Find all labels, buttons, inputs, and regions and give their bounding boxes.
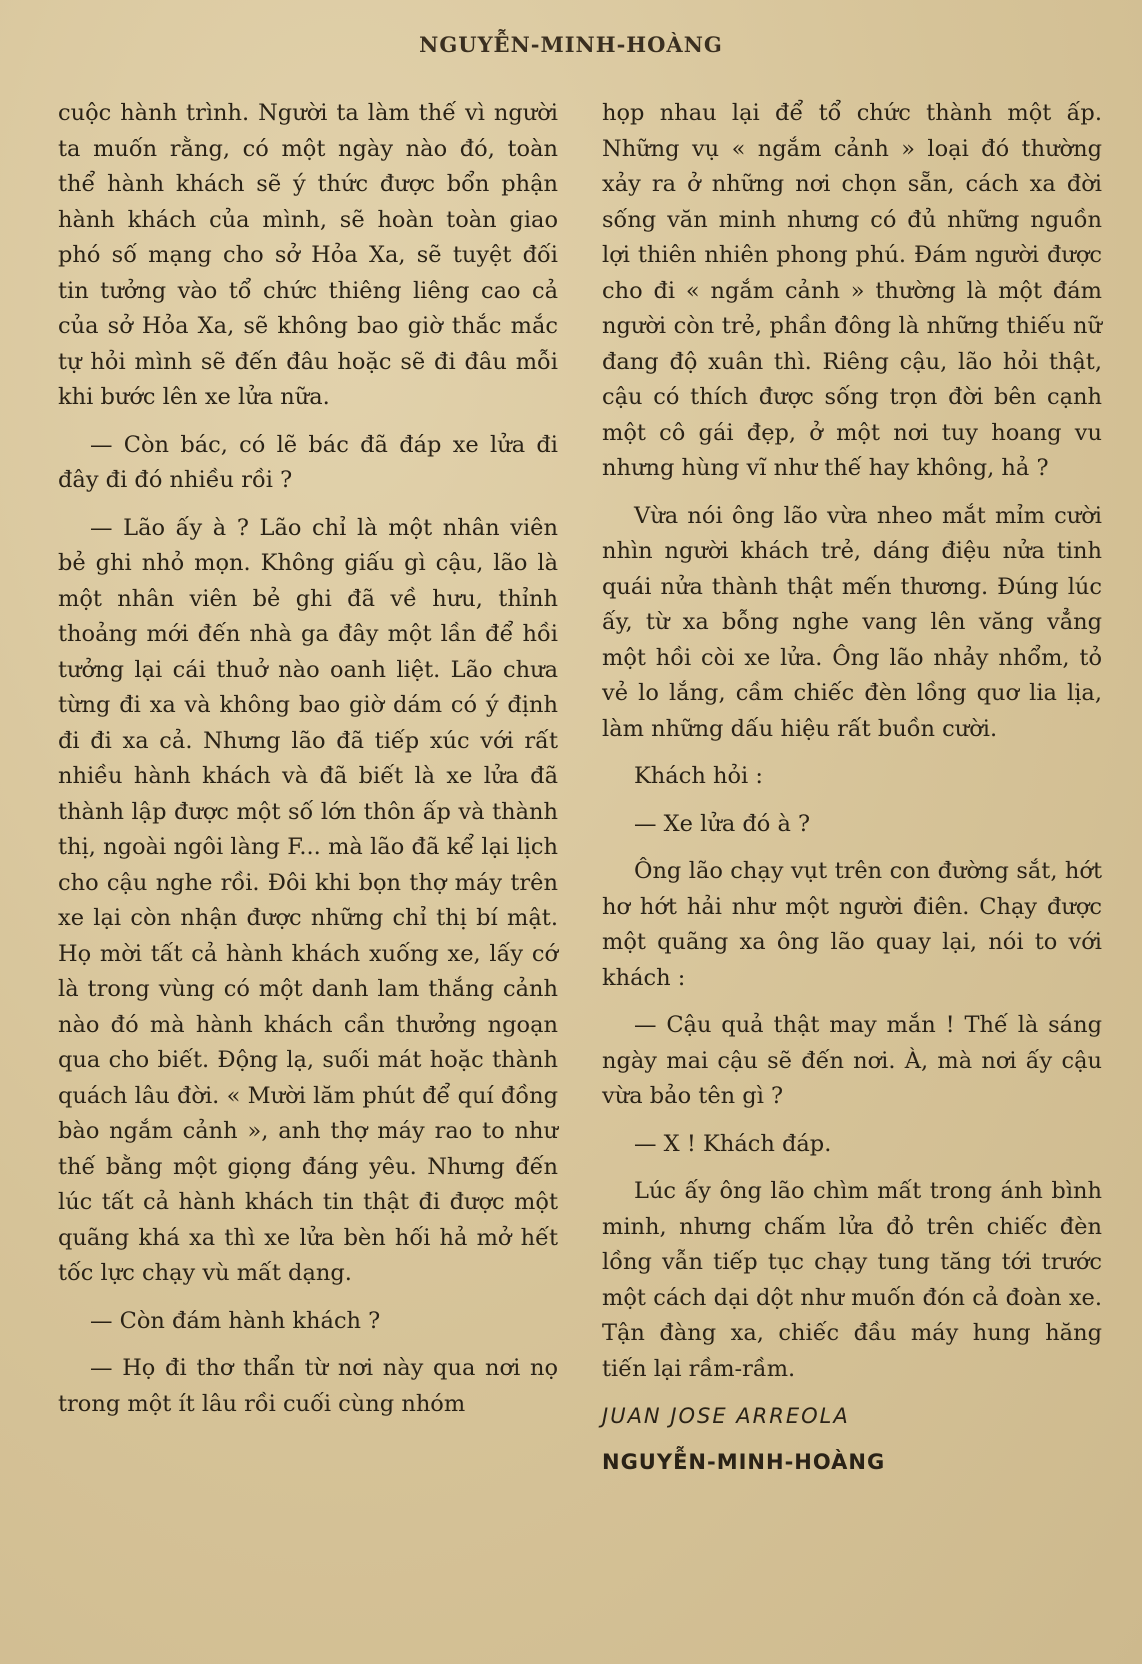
left-column [58,96,558,1434]
running-title: NGUYỄN-MINH-HOÀNG [419,32,723,57]
translator-credit: NGUYỄN-MINH-HOÀNG [602,1450,886,1474]
paragraph: Lúc ấy ông lão chìm mất trong ánh bình minh, nhưng chấm lửa đỏ trên chiếc đèn lồng vẫn tiếp tục chạy tung tăng tới trước một cách dại dột như muốn đón cả đoàn xe. Tận đàng xa, chiếc đầu máy hung hăng tiến lại rầm-rầm. [602,1178,1102,1382]
paragraph: — Xe lửa đó à ? [634,810,811,837]
paragraph: Ông lão chạy vụt trên con đường sắt, hớt hơ hớt hải như một người điên. Chạy được một quãng xa ông lão quay lại, nói to với khách : [602,858,1102,991]
right-column [602,96,1102,1491]
paragraph: họp nhau lại để tổ chức thành một ấp. Những vụ « ngắm cảnh » loại đó thường xảy ra ở những nơi chọn sẵn, cách xa đời sống văn minh nhưng có đủ những nguồn lợi thiên nhiên phong phú. Đám người được cho đi « ngắm cảnh » thường là một đám người còn trẻ, phần đông là những thiếu nữ đang độ xuân thì. Riêng cậu, lão hỏi thật, cậu có thích được sống trọn đời bên cạnh một cô gái đẹp, ở một nơi tuy hoang vu nhưng hùng vĩ như thế hay không, hả ? [602,100,1102,481]
paragraph: Vừa nói ông lão vừa nheo mắt mỉm cười nhìn người khách trẻ, dáng điệu nửa tinh quái nửa thành thật mến thương. Đúng lúc ấy, từ xa bỗng nghe vang lên văng vẳng một hồi còi xe lửa. Ông lão nhảy nhổm, tỏ vẻ lo lắng, cầm chiếc đèn lồng quơ lia lịa, làm những dấu hiệu rất buồn cười. [602,502,1102,742]
paragraph: — Còn bác, có lẽ bác đã đáp xe lửa đi đây đi đó nhiều rồi ? [58,431,558,493]
paragraph: — Lão ấy à ? Lão chỉ là một nhân viên bẻ ghi nhỏ mọn. Không giấu gì cậu, lão là một nhân viên bẻ ghi đã về hưu, thỉnh thoảng mới đến nhà ga đây một lần để hồi tưởng lại cái thuở nào oanh liệt. Lão chưa từng đi xa và không bao giờ dám có ý định đi đi xa cả. Nhưng lão đã tiếp xúc với rất nhiều hành khách và đã biết là xe lửa đã thành lập được một số lớn thôn ấp và thành thị, ngoài ngôi làng F... mà lão đã kể lại lịch cho cậu nghe rồi. Đôi khi bọn thợ máy trên xe lại còn nhận được những chỉ thị bí mật. Họ mời tất cả hành khách xuống xe, lấy cớ là trong vùng có một danh lam thắng cảnh nào đó mà hành khách cần thưởng ngoạn qua cho biết. Động lạ, suối mát hoặc thành quách lâu đời. « Mười lăm phút để quí đồng bào ngắm cảnh », anh thợ máy rao to như thế bằng một giọng đáng yêu. Nhưng đến lúc tất cả hành khách tin thật đi được một quãng khá xa thì xe lửa bèn hối hả mở hết tốc lực chạy vù mất dạng. [58,514,558,1286]
paragraph: — Còn đám hành khách ? [90,1307,381,1334]
paragraph: cuộc hành trình. Người ta làm thế vì người ta muốn rằng, có một ngày nào đó, toàn thể hành khách sẽ ý thức được bổn phận hành khách của mình, sẽ hoàn toàn giao phó số mạng cho sở Hỏa Xa, sẽ tuyệt đối tin tưởng vào tổ chức thiêng liêng cao cả của sở Hỏa Xa, sẽ không bao giờ thắc mắc tự hỏi mình sẽ đến đâu hoặc sẽ đi đâu mỗi khi bước lên xe lửa nữa. [58,100,558,410]
paragraph: — X ! Khách đáp. [634,1130,832,1157]
author-credit: JUAN JOSE ARREOLA [602,1404,850,1428]
paragraph: — Họ đi thơ thẩn từ nơi này qua nơi nọ trong một ít lâu rồi cuối cùng nhóm [58,1355,558,1417]
paragraph: Khách hỏi : [634,763,763,789]
paragraph: — Cậu quả thật may mắn ! Thế là sáng ngày mai cậu sẽ đến nơi. À, mà nơi ấy cậu vừa bảo tên gì ? [602,1012,1102,1109]
